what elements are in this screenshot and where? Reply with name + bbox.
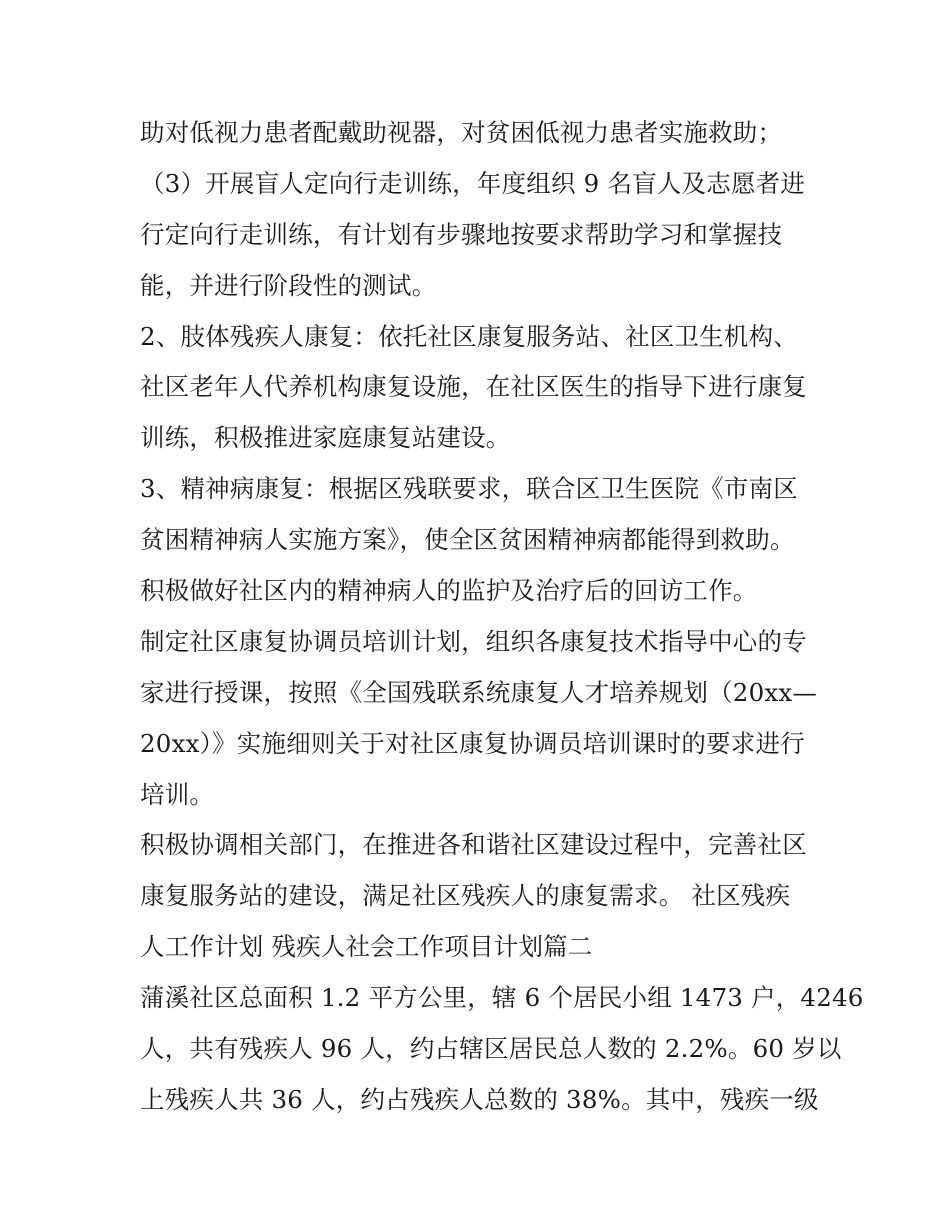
text-line: 培训。 <box>140 779 215 809</box>
text-line: 社区老年人代养机构康复设施，在社区医生的指导下进行康复 <box>140 372 807 402</box>
text-line: 3、精神病康复：根据区残联要求，联合区卫生医院《市南区 <box>140 474 798 504</box>
text-line: 能，并进行阶段性的测试。 <box>140 270 437 300</box>
text-line: 人，共有残疾人 96 人，约占辖区居民总人数的 2.2%。60 岁以 <box>140 1034 842 1064</box>
text-line: 积极做好社区内的精神病人的监护及治疗后的回访工作。 <box>140 576 758 606</box>
text-line: 2、肢体残疾人康复：依托社区康复服务站、社区卫生机构、 <box>140 321 798 351</box>
text-line: （3）开展盲人定向行走训练，年度组织 9 名盲人及志愿者进 <box>140 168 806 198</box>
text-line: 家进行授课，按照《全国残联系统康复人才培养规划（20xx— <box>140 677 818 707</box>
text-line: 助对低视力患者配戴助视器，对贫困低视力患者实施救助； <box>140 118 783 147</box>
text-line: 蒲溪社区总面积 1.2 平方公里，辖 6 个居民小组 1473 户，4246 <box>140 983 864 1013</box>
text-line: 制定社区康复协调员培训计划，组织各康复技术指导中心的专 <box>140 626 807 656</box>
text-line: 20xx）》实施细则关于对社区康复协调员培训课时的要求进行 <box>140 728 805 758</box>
text-line: 上残疾人共 36 人，约占残疾人总数的 38%。其中，残疾一级 <box>140 1084 819 1114</box>
text-line: 积极协调相关部门，在推进各和谐社区建设过程中，完善社区 <box>140 830 807 860</box>
document-body <box>140 108 864 1126</box>
text-line: 贫困精神病人实施方案》，使全区贫困精神病都能得到救助。 <box>140 525 795 555</box>
text-line: 训练，积极推进家庭康复站建设。 <box>140 423 511 453</box>
text-line: 人工作计划 残疾人社会工作项目计划篇二 <box>140 932 593 962</box>
text-line: 康复服务站的建设，满足社区残疾人的康复需求。 社区残疾 <box>140 881 791 911</box>
text-line: 行定向行走训练，有计划有步骤地按要求帮助学习和掌握技 <box>140 219 783 249</box>
